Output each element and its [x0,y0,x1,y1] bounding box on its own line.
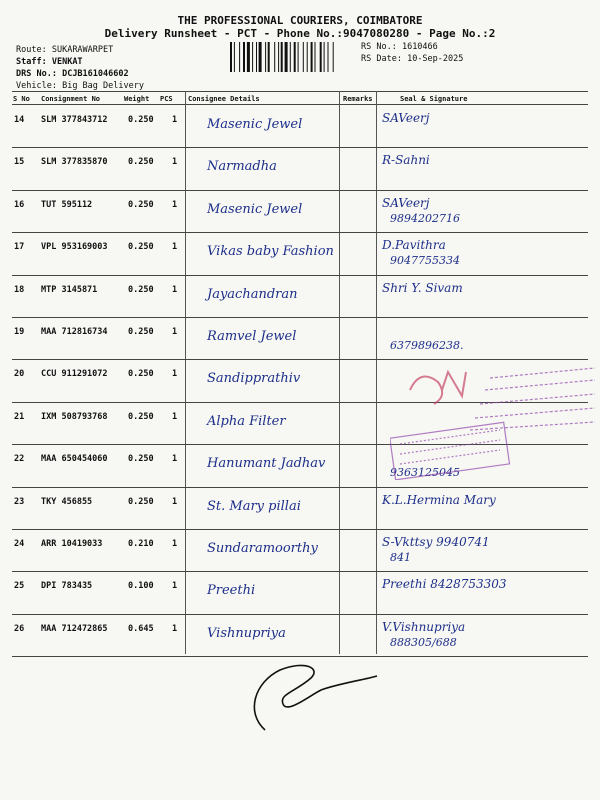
signature-handwriting: Shri Y. Sivam [382,280,463,295]
consignee-handwriting: Sandipprathiv [207,371,301,387]
sno-cell: 20 [14,369,25,380]
consignee-handwriting: Preethi [207,583,256,599]
sno-cell: 18 [14,284,25,295]
rs-no-label: RS No.: [361,42,397,52]
table-top-rule [12,91,588,92]
row-rule [12,656,588,657]
drs-barcode [230,42,358,72]
supervisor-signature [225,660,380,740]
pcs-cell: 1 [172,242,178,253]
table-row [12,147,588,189]
pcs-cell: 1 [172,581,178,592]
rs-date-line [361,54,463,64]
consignment-cell: MAA 712816734 [41,327,108,337]
vehicle-line [16,81,144,91]
sno-cell: 17 [14,242,25,253]
weight-cell: 0.210 [128,539,154,549]
signature-phone-handwriting: 9894202716 [390,211,460,225]
consignment-cell: VPL 953169003 [41,242,108,253]
pcs-cell: 1 [172,327,178,337]
table-row [12,487,588,529]
drs-line [16,69,129,79]
sno-cell: 22 [14,454,25,465]
staff-value: VENKAT [51,57,83,67]
signature-phone-handwriting: 841 [390,551,411,564]
consignee-handwriting: Hanumant Jadhav [207,456,326,472]
weight-cell: 0.250 [128,496,154,507]
col-header-sno: S No [13,95,30,103]
consignee-handwriting: Masenic Jewel [207,201,303,217]
sno-cell: 19 [14,327,25,337]
col-header-remarks: Remarks [343,95,373,103]
signature-handwriting: D.Pavithra [382,238,446,253]
signature-phone-handwriting: 9363125045 [390,466,460,480]
rs-date-value: 10-Sep-2025 [407,54,464,64]
consignment-cell: DPI 783435 [41,581,93,592]
sno-cell: 21 [14,411,25,422]
col-header-consignee: Consignee Details [188,95,260,103]
consignment-cell: MAA 712472865 [41,623,108,634]
consignment-cell: TUT 595112 [41,199,93,210]
route-label: Route: [16,45,47,55]
drs-label: DRS No.: [16,69,57,79]
weight-cell: 0.250 [128,284,154,295]
consignment-cell: SLM 377835870 [41,157,108,168]
weight-cell: 0.250 [128,242,154,253]
pcs-cell: 1 [172,115,178,125]
signature-handwriting: R-Sahni [382,153,430,168]
pcs-cell: 1 [172,496,178,507]
pcs-cell: 1 [172,284,178,295]
consignment-cell: MAA 650454060 [41,454,108,465]
col-header-weight: Weight [124,95,150,103]
staff-label: Staff: [16,57,47,67]
table-row [12,317,588,359]
sno-cell: 26 [14,623,25,634]
consignee-handwriting: Narmadha [207,159,277,175]
weight-cell: 0.645 [128,623,154,634]
consignment-cell: TKY 456855 [41,496,93,507]
weight-cell: 0.250 [128,199,154,210]
vehicle-label: Vehicle: [16,81,57,91]
weight-cell: 0.250 [128,369,154,380]
table-row [12,105,588,147]
table-row [12,571,588,613]
vehicle-value: Big Bag Delivery [62,81,144,91]
signature-phone-handwriting: 9047755334 [390,254,460,268]
table-row [12,614,588,656]
weight-cell: 0.250 [128,411,154,422]
route-value: SUKARAWARPET [51,45,114,55]
sno-cell: 14 [14,115,25,125]
signature-handwriting: SAVeerj [382,111,430,125]
pcs-cell: 1 [172,623,178,634]
pcs-cell: 1 [172,539,178,549]
weight-cell: 0.250 [128,157,154,168]
rs-date-label: RS Date: [361,54,402,64]
pcs-cell: 1 [172,411,178,422]
signature-phone-handwriting: 6379896238. [390,339,464,352]
consignment-cell: CCU 911291072 [41,369,108,380]
staff-line [16,57,83,67]
col-header-pcs: PCS [160,95,173,103]
weight-cell: 0.250 [128,115,154,125]
consignment-cell: MTP 3145871 [41,284,98,295]
pcs-cell: 1 [172,369,178,380]
weight-cell: 0.250 [128,454,154,465]
signature-handwriting: SAVeerj [382,195,430,210]
table-row [12,529,588,571]
table-row [12,275,588,317]
sno-cell: 15 [14,157,25,168]
sheet-subtitle: Delivery Runsheet - PCT - Phone No.:9047080280 - Page No.:2 [104,27,496,40]
consignment-cell: ARR 10419033 [41,539,103,549]
pcs-cell: 1 [172,199,178,210]
signature-handwriting: Preethi 8428753303 [382,577,507,592]
table-row [12,232,588,274]
route-line [16,45,113,55]
weight-cell: 0.250 [128,327,154,337]
signature-handwriting: V.Vishnupriya [382,619,466,634]
pcs-cell: 1 [172,454,178,465]
consignee-handwriting: Vishnupriya [207,625,286,641]
signature-handwriting: K.L.Hermina Mary [382,492,496,507]
company-stamp [390,360,600,480]
sno-cell: 24 [14,539,25,549]
consignee-handwriting: St. Mary pillai [207,498,301,514]
col-header-seal: Seal & Signature [400,95,468,103]
consignee-handwriting: Jayachandran [207,286,298,302]
sheet-title: THE PROFESSIONAL COURIERS, COIMBATORE [177,14,423,27]
rs-no-line [361,42,438,52]
weight-cell: 0.100 [128,581,154,592]
consignee-handwriting: Masenic Jewel [207,117,303,132]
consignee-handwriting: Alpha Filter [207,413,286,429]
pcs-cell: 1 [172,157,178,168]
sno-cell: 23 [14,496,25,507]
consignee-handwriting: Sundaramoorthy [207,541,318,556]
sno-cell: 25 [14,581,25,592]
drs-value: DCJB161046602 [62,69,129,79]
rs-no-value: 1610466 [401,42,438,52]
consignment-cell: IXM 508793768 [41,411,108,422]
signature-phone-handwriting: 888305/688 [390,635,457,649]
col-header-consignment: Consignment No [41,95,101,103]
table-row [12,190,588,232]
consignment-cell: SLM 377843712 [41,115,108,125]
consignee-handwriting: Ramvel Jewel [207,329,297,344]
consignee-handwriting: Vikas baby Fashion [207,244,334,260]
signature-handwriting: S-Vkttsy 9940741 [382,535,490,549]
sno-cell: 16 [14,199,25,210]
